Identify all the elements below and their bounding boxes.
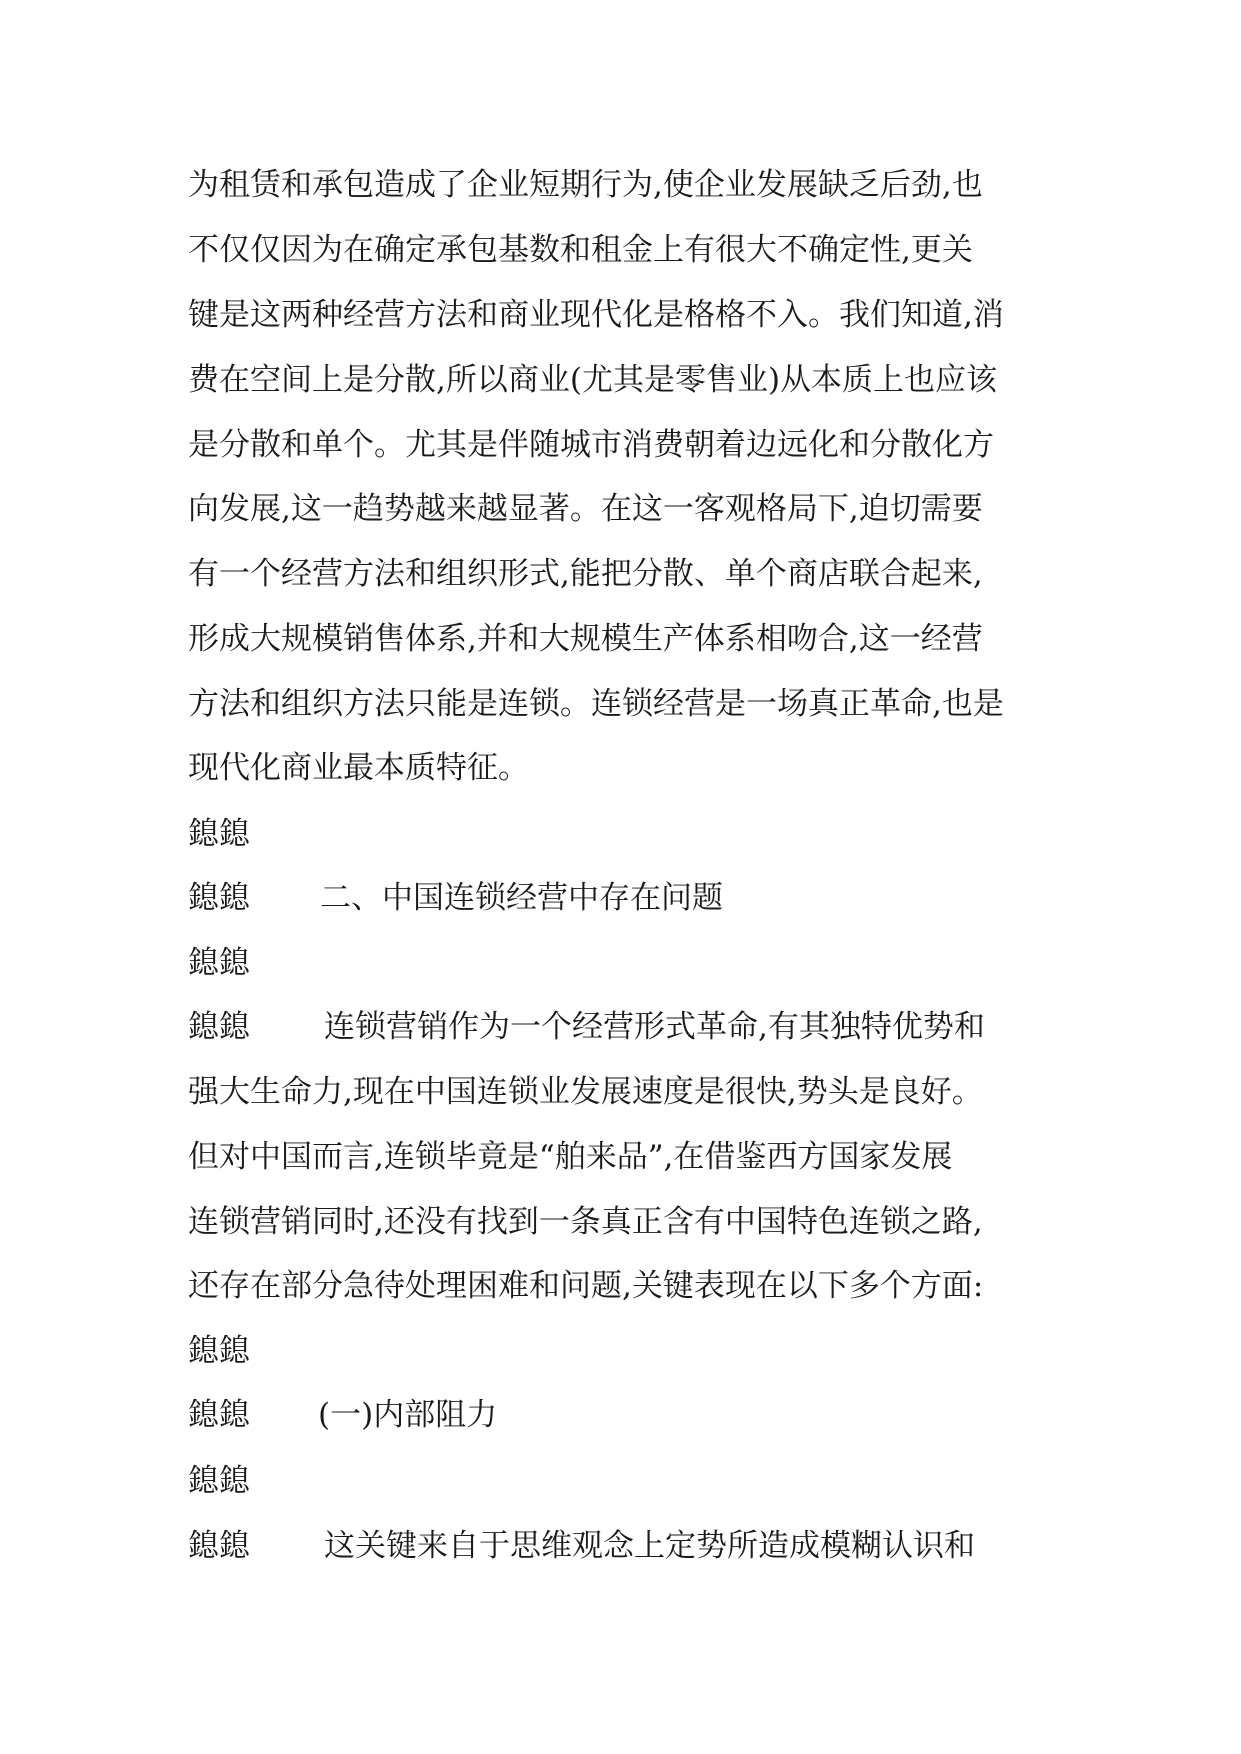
paragraph-first-line bbox=[188, 1526, 1068, 1566]
section-heading: 二、中国连锁经营中存在问题 bbox=[320, 880, 723, 916]
paragraph-text: 连锁营销作为一个经营形式革命,有其独特优势和 bbox=[324, 1009, 985, 1045]
paragraph-line: 强大生命力,现在中国连锁业发展速度是很快,势头是良好。 bbox=[188, 1074, 983, 1110]
paragraph-line: 现代化商业最本质特征。 bbox=[188, 750, 529, 786]
garbled-marker: 鎴鎴 bbox=[188, 1397, 250, 1433]
paragraph-line: 为租赁和承包造成了企业短期行为,使企业发展缺乏后劲,也 bbox=[188, 167, 983, 203]
paragraph-line: 向发展,这一趋势越来越显著。在这一客观格局下,迫切需要 bbox=[188, 491, 983, 527]
paragraph-line: 连锁营销同时,还没有找到一条真正含有中国特色连锁之路, bbox=[188, 1204, 983, 1240]
section-heading-line bbox=[188, 878, 1068, 918]
garbled-marker: 鎴鎴 bbox=[188, 1528, 250, 1564]
paragraph-line: 不仅仅因为在确定承包基数和租金上有很大不确定性,更关 bbox=[188, 232, 973, 268]
paragraph-line: 有一个经营方法和组织形式,能把分散、单个商店联合起来, bbox=[188, 556, 983, 592]
paragraph-line: 形成大规模销售体系,并和大规模生产体系相吻合,这一经营 bbox=[188, 621, 983, 657]
garbled-marker: 鎴鎴 bbox=[188, 880, 250, 916]
paragraph-line: 但对中国而言,连锁毕竟是“舶来品”,在借鉴西方国家发展 bbox=[188, 1139, 953, 1175]
garbled-marker-line: 鎴鎴 bbox=[188, 816, 250, 852]
paragraph-line: 还存在部分急待处理困难和问题,关键表现在以下多个方面: bbox=[188, 1268, 984, 1304]
paragraph-line: 键是这两种经营方法和商业现代化是格格不入。我们知道,消 bbox=[188, 297, 1004, 333]
garbled-marker-line: 鎴鎴 bbox=[188, 1333, 250, 1369]
paragraph-first-line bbox=[188, 1007, 1068, 1047]
subsection-heading-line bbox=[188, 1395, 1068, 1435]
paragraph-line: 方法和组织方法只能是连锁。连锁经营是一场真正革命,也是 bbox=[188, 686, 1004, 722]
subsection-heading: (一)内部阻力 bbox=[318, 1397, 498, 1433]
garbled-marker: 鎴鎴 bbox=[188, 1009, 250, 1045]
paragraph-line: 费在空间上是分散,所以商业(尤其是零售业)从本质上也应该 bbox=[188, 362, 998, 398]
garbled-marker-line: 鎴鎴 bbox=[188, 945, 250, 981]
paragraph-line: 是分散和单个。尤其是伴随城市消费朝着边远化和分散化方 bbox=[188, 427, 994, 463]
garbled-marker-line: 鎴鎴 bbox=[188, 1463, 250, 1499]
paragraph-text: 这关键来自于思维观念上定势所造成模糊认识和 bbox=[324, 1528, 975, 1564]
